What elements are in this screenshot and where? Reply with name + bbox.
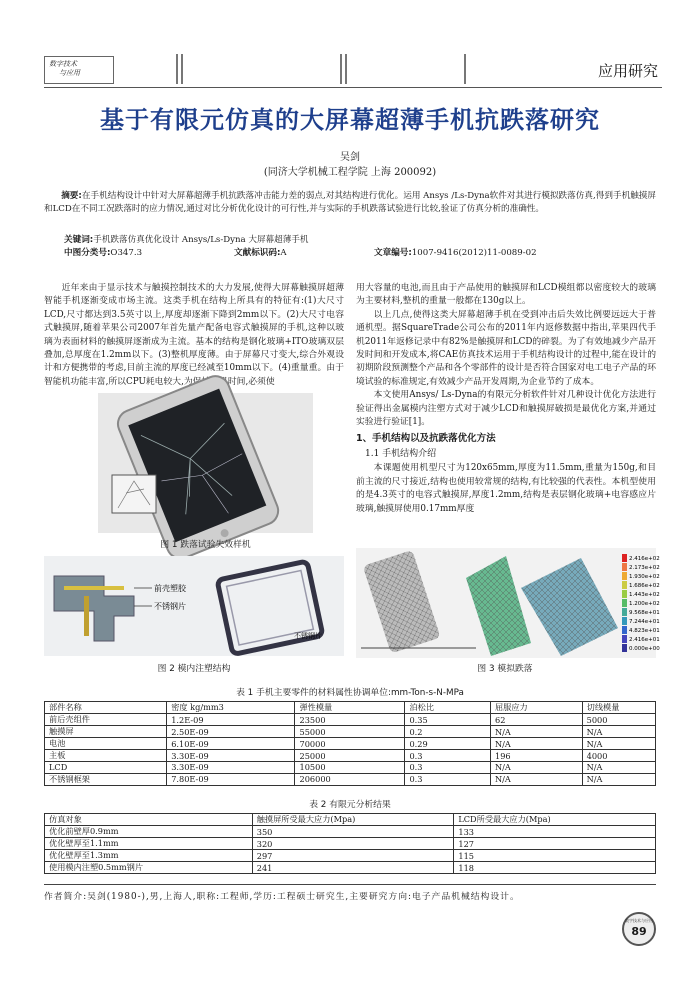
table-cell: 0.3 bbox=[405, 762, 491, 774]
table-row bbox=[45, 773, 656, 785]
table-header-cell: 触摸屏所受最大应力(Mpa) bbox=[252, 814, 454, 826]
table-row bbox=[45, 850, 656, 862]
table-cell: 133 bbox=[454, 826, 656, 838]
table-header-cell: 部件名称 bbox=[45, 702, 167, 714]
table-header-cell: 弹性模量 bbox=[295, 702, 405, 714]
badge-ring-text: 数字技术与应用 bbox=[625, 918, 653, 923]
table-header-cell: 仿真对象 bbox=[45, 814, 253, 826]
table-header-cell: 切线模量 bbox=[582, 702, 655, 714]
table-cell: 优化壁厚至1.1mm bbox=[45, 838, 253, 850]
header-divider-bars bbox=[176, 54, 183, 84]
table-1-caption: 表 1 手机主要零件的材料属性协调单位:mm-Ton-s-N-MPa bbox=[236, 688, 464, 698]
logo-line2: 与应用 bbox=[59, 69, 80, 77]
section-heading: 1、手机结构以及抗跌落优化方法 bbox=[356, 433, 496, 445]
table-row bbox=[45, 762, 656, 774]
paper-title: 基于有限元仿真的大屏幕超薄手机抗跌落研究 bbox=[100, 105, 600, 134]
author-affiliation: (同济大学机械工程学院 上海 200092) bbox=[263, 167, 437, 178]
legend-swatch bbox=[622, 554, 627, 562]
paragraph: 本文使用Ansys/ Ls-Dyna的有限元分析软件针对几种设计优化方法进行验证得出金属模内注塑方式对于减少LCD和触摸屏破损是最优化方案,并通过实验进行验证[1]。 bbox=[356, 390, 656, 428]
clc-label: 中图分类号: bbox=[64, 248, 111, 258]
article-number-label: 文章编号: bbox=[374, 248, 412, 258]
table-header-cell: LCD所受最大应力(Mpa) bbox=[454, 814, 656, 826]
page-number: 89 bbox=[631, 925, 647, 938]
table-cell: 206000 bbox=[295, 773, 405, 785]
legend-value: 1.443e+02 bbox=[629, 592, 660, 598]
table-row bbox=[45, 750, 656, 762]
legend-swatch bbox=[622, 590, 627, 598]
legend-value: 0.000e+00 bbox=[629, 646, 660, 652]
table-2-caption: 表 2 有限元分析结果 bbox=[309, 800, 391, 810]
article-number-value: 1007-9416(2012)11-0089-02 bbox=[411, 248, 537, 258]
legend-swatch bbox=[622, 644, 627, 652]
material-properties-table bbox=[44, 701, 656, 786]
figure-1-caption: 图 1 跌落试验失效样机 bbox=[160, 540, 251, 550]
clc-value: O347.3 bbox=[110, 248, 143, 258]
table-cell: 电池 bbox=[45, 738, 167, 750]
paragraph: 近年来由于显示技术与触摸控制技术的大力发展,使得大屏幕触摸屏超薄智能手机逐渐变成市场主流。这类手机在结构上所具有的特征有:(1)大尺寸LCD,尺寸都达到3.5英寸以上,厚度却逐渐下降到2mm以下。(2)大尺寸电容式触摸屏,随着苹果公司2007年首先量产配备电容式触摸屏的手机,这种以玻璃为表面材料的触摸屏逐渐成为主流。基本的结构是钢化玻璃+ITO玻璃双层叠加,总厚度在1.2mm以下。(3)整机厚度薄。由于屏幕尺寸变大,综合外观设计和方便携带的考虑,目前主流的厚度已经减至10mm以下。(4)重量重。由于智能机功能丰富,所以CPU耗电较大,为保持待机时间,必须使 bbox=[44, 283, 344, 387]
figure-1-image bbox=[98, 393, 313, 533]
legend-swatch bbox=[622, 608, 627, 616]
classification-row bbox=[64, 246, 537, 258]
table-cell: LCD bbox=[45, 762, 167, 774]
legend-value: 2.173e+02 bbox=[629, 565, 660, 571]
table-cell: 0.35 bbox=[405, 714, 491, 726]
table-cell: 触摸屏 bbox=[45, 726, 167, 738]
fig2-label-stainless: 不锈钢片 bbox=[294, 632, 322, 640]
table-cell: 0.3 bbox=[405, 750, 491, 762]
legend-value: 4.823e+01 bbox=[629, 628, 660, 634]
table-cell: 4000 bbox=[582, 750, 655, 762]
logo-line1: 数字技术 bbox=[49, 60, 77, 68]
table-cell: 主板 bbox=[45, 750, 167, 762]
table-cell: 7.80E-09 bbox=[167, 773, 295, 785]
table-row bbox=[45, 826, 656, 838]
table-cell: 350 bbox=[252, 826, 454, 838]
table-row bbox=[45, 726, 656, 738]
table-cell: 3.30E-09 bbox=[167, 762, 295, 774]
doc-code-label: 文献标识码: bbox=[234, 248, 281, 258]
legend-swatch bbox=[622, 563, 627, 571]
table-cell: 10500 bbox=[295, 762, 405, 774]
table-cell: N/A bbox=[490, 773, 582, 785]
keywords-text: 手机跌落仿真优化设计 Ansys/Ls-Dyna 大屏幕超薄手机 bbox=[93, 235, 309, 245]
legend-swatch bbox=[622, 599, 627, 607]
table-row bbox=[45, 838, 656, 850]
table-cell: 115 bbox=[454, 850, 656, 862]
legend-swatch bbox=[622, 635, 627, 643]
table-cell: 3.30E-09 bbox=[167, 750, 295, 762]
table-cell: 优化前壁厚0.9mm bbox=[45, 826, 253, 838]
table-row bbox=[45, 862, 656, 874]
table-cell: 23500 bbox=[295, 714, 405, 726]
fig2-label-steel-sheet: 不锈钢片 bbox=[154, 602, 186, 611]
table-header-cell: 密度 kg/mm3 bbox=[167, 702, 295, 714]
table-cell: N/A bbox=[582, 738, 655, 750]
table-cell: N/A bbox=[582, 726, 655, 738]
left-column bbox=[44, 282, 344, 389]
keywords-row bbox=[64, 233, 309, 245]
table-cell: 6.10E-09 bbox=[167, 738, 295, 750]
legend-swatch bbox=[622, 581, 627, 589]
table-cell: 0.29 bbox=[405, 738, 491, 750]
table-row bbox=[45, 714, 656, 726]
table-cell: 使用模内注塑0.5mm钢片 bbox=[45, 862, 253, 874]
journal-logo bbox=[44, 56, 114, 84]
table-cell: 320 bbox=[252, 838, 454, 850]
table-cell: N/A bbox=[582, 762, 655, 774]
author-name: 吴剑 bbox=[340, 152, 360, 163]
table-cell: 196 bbox=[490, 750, 582, 762]
table-cell: 优化壁厚至1.3mm bbox=[45, 850, 253, 862]
table-cell: N/A bbox=[582, 773, 655, 785]
legend-swatch bbox=[622, 617, 627, 625]
legend-swatch bbox=[622, 626, 627, 634]
paragraph: 本课题使用机型尺寸为120x65mm,厚度为11.5mm,重量为150g,和目前主流的尺寸接近,结构也使用较常规的结构,有比较强的代表性。本机型使用的是4.3英寸的电容式触摸屏,厚度1.2mm,结构是表层钢化玻璃+电容感应片玻璃,触摸屏使用0.17mm厚度 bbox=[356, 463, 656, 514]
legend-value: 2.416e+01 bbox=[629, 637, 660, 643]
table-cell: 1.2E-09 bbox=[167, 714, 295, 726]
legend-value: 2.416e+02 bbox=[629, 556, 660, 562]
table-cell: N/A bbox=[490, 726, 582, 738]
table-cell: 不锈钢框架 bbox=[45, 773, 167, 785]
legend-value: 9.568e+01 bbox=[629, 610, 660, 616]
table-cell: N/A bbox=[490, 738, 582, 750]
subsection-heading: 1.1 手机结构介绍 bbox=[365, 448, 437, 459]
figure-2-image bbox=[44, 556, 344, 656]
table-row bbox=[45, 738, 656, 750]
abstract-text: 在手机结构设计中针对大屏幕超薄手机抗跌落冲击能力差的弱点,对其结构进行优化。运用 Ansys /Ls-Dyna软件对其进行模拟跌落仿真,得到手机触摸屏和LCD在不同工况跌落时的应力情况,通过对比分析优化设计的可行性,并与实际的手机跌落试验进行比较,验证了仿真分析的准确性。 bbox=[44, 191, 657, 214]
table-cell: 5000 bbox=[582, 714, 655, 726]
header-divider-bars bbox=[464, 54, 466, 84]
legend-value: 7.244e+01 bbox=[629, 619, 660, 625]
table-header-cell: 屈服应力 bbox=[490, 702, 582, 714]
page-number-badge bbox=[622, 912, 656, 946]
table-header-cell: 泊松比 bbox=[405, 702, 491, 714]
abstract bbox=[44, 190, 656, 216]
legend-swatch bbox=[622, 572, 627, 580]
legend-value: 1.930e+02 bbox=[629, 574, 660, 580]
table-cell: 前后壳组件 bbox=[45, 714, 167, 726]
author-footnote: 作者简介:吴剑(1980-),男,上海人,职称:工程师,学历:工程硕士研究生,主要研究方向:电子产品机械结构设计。 bbox=[44, 884, 656, 902]
table-cell: 118 bbox=[454, 862, 656, 874]
right-column bbox=[356, 282, 656, 516]
abstract-label: 摘要: bbox=[61, 191, 82, 201]
table-cell: 297 bbox=[252, 850, 454, 862]
legend-value: 1.200e+02 bbox=[629, 601, 660, 607]
figure-3-image bbox=[356, 548, 660, 658]
fea-results-table bbox=[44, 813, 656, 874]
table-cell: 127 bbox=[454, 838, 656, 850]
figure-2-caption: 图 2 模内注塑结构 bbox=[157, 664, 231, 674]
legend-value: 1.686e+02 bbox=[629, 583, 660, 589]
table-cell: 25000 bbox=[295, 750, 405, 762]
fig2-label-front-shell: 前壳塑胶 bbox=[154, 584, 186, 593]
paragraph: 用大容量的电池,而且由于产品使用的触摸屏和LCD模组都以密度较大的玻璃为主要材料,整机的重量一般都在130g以上。 bbox=[356, 283, 656, 307]
figure-3-caption: 图 3 模拟跌落 bbox=[477, 664, 533, 674]
table-cell: N/A bbox=[490, 762, 582, 774]
table-cell: 0.2 bbox=[405, 726, 491, 738]
table-cell: 2.50E-09 bbox=[167, 726, 295, 738]
header-divider-bars bbox=[340, 54, 347, 84]
table-cell: 0.3 bbox=[405, 773, 491, 785]
table-cell: 55000 bbox=[295, 726, 405, 738]
table-cell: 241 bbox=[252, 862, 454, 874]
table-cell: 70000 bbox=[295, 738, 405, 750]
paragraph: 以上几点,使得这类大屏幕超薄手机在受到冲击后失效比例要远远大于普通机型。据SquareTrade公司公布的2011年内返修数据中指出,苹果四代手机2011年返修记录中有82%是触摸屏和LCD的碎裂。为了有效地减少产品开发时间和开发成本,将CAE仿真技术运用于手机结构设计的过程中,能在设计的初期阶段预测整个产品和各个零部件的设计是否符合国家对电工电子产品的环境试验的标准规定,有效减少产品开发周期,为企业节约了成本。 bbox=[356, 309, 656, 387]
journal-header bbox=[44, 52, 662, 88]
keywords-label: 关键词: bbox=[64, 235, 94, 245]
table-cell: 62 bbox=[490, 714, 582, 726]
section-title: 应用研究 bbox=[597, 62, 658, 80]
doc-code-value: A bbox=[280, 248, 287, 258]
